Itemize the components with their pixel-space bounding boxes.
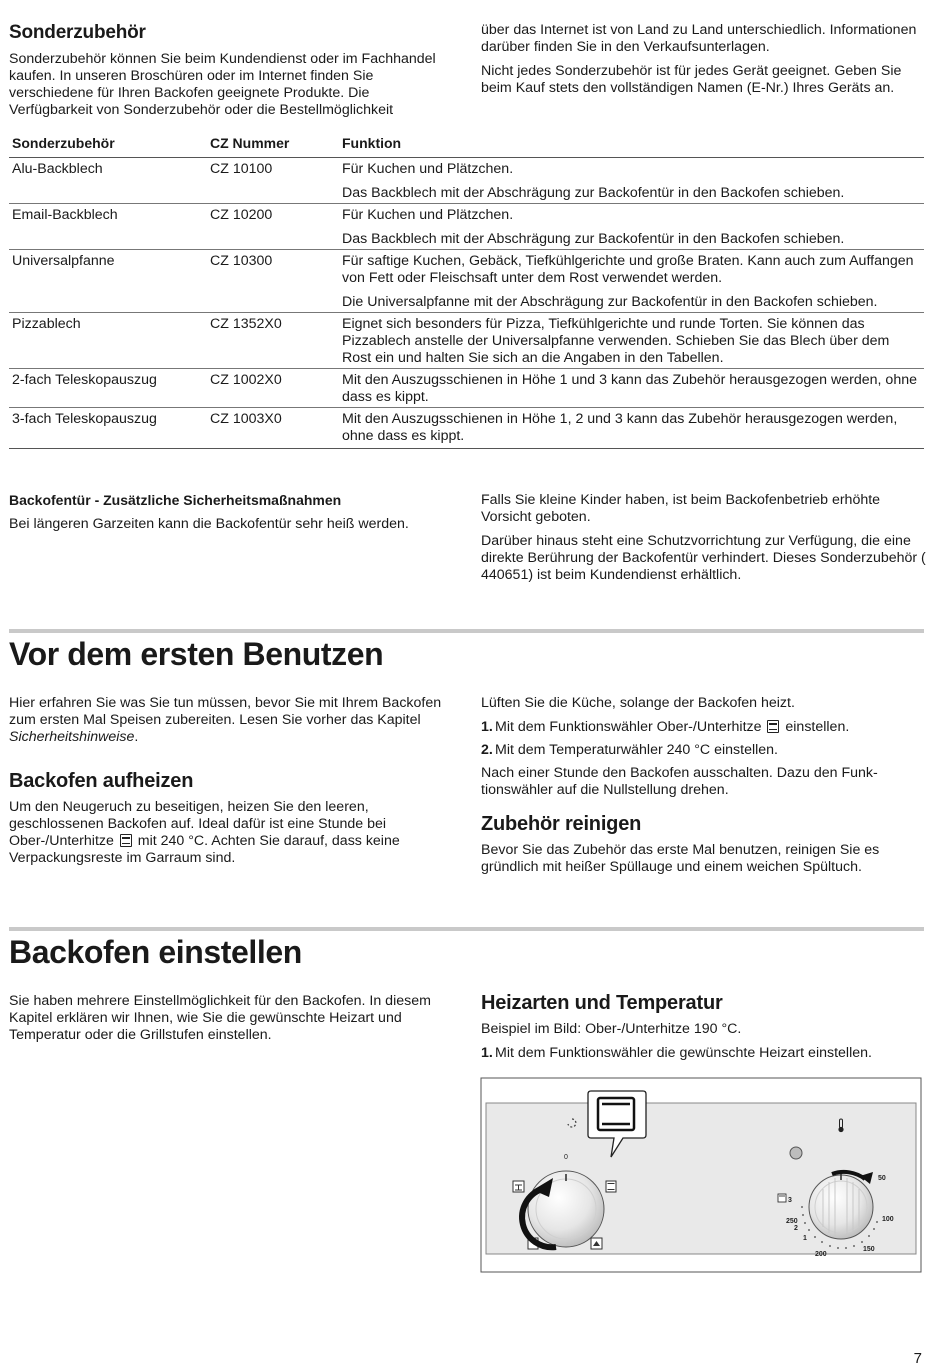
step-text: Mit dem Funktionswähler Ober-/Unterhitze einstellen.	[495, 719, 850, 735]
table-row	[9, 288, 924, 313]
table-cell-cz: CZ 1003X0	[207, 408, 339, 449]
table-cell-function: Für Kuchen und Plätzchen.	[339, 204, 924, 226]
zero-label: 0	[564, 1154, 568, 1161]
table-row	[9, 225, 924, 250]
grill-icon	[513, 1181, 524, 1192]
section-heading-sonderzubehoer: Sonderzubehör	[9, 22, 146, 43]
table-cell-cz: CZ 1352X0	[207, 313, 339, 369]
step-text: Mit dem Funktionswähler die gewünschte Heizart einstellen.	[495, 1045, 872, 1061]
function-selector-knob[interactable]	[528, 1171, 604, 1247]
chapter-title-vor-dem-ersten-benutzen: Vor dem ersten Benutzen	[9, 636, 384, 672]
backofentuer-right-text-1: Falls Sie kleine Kinder haben, ist beim Backofenbetrieb erhöhte Vorsicht geboten.	[481, 492, 881, 525]
backofentuer-right-text-2: Darüber hinaus steht eine Schutzvorrichtung zur Verfügung, die eine direkte Berührung der Backofentür verhindert. Dieses Sonderzubehör ( 440651) ist beim Kundendienst erhältlich.	[481, 533, 926, 583]
backofen-aufheizen-heading: Backofen aufheizen	[9, 770, 194, 792]
table-cell-function: Für saftige Kuchen, Gebäck, Tiefkühlgerichte und große Braten. Kann auch zum Auffangen von Fett oder Fleischsaft unter dem Rost verwendet werden.	[339, 250, 924, 289]
table-cell-cz: CZ 10300	[207, 250, 339, 289]
table-header: CZ Nummer	[207, 132, 339, 158]
grill-icon	[778, 1194, 786, 1202]
step-1	[481, 719, 926, 736]
temperature-label: 150	[863, 1246, 875, 1253]
backofen-aufheizen-text: Um den Neugeruch zu beseitigen, heizen Sie den leeren, geschlossenen Backofen auf. Ideal dafür ist eine Stunde bei Ober-/Unterhitze mit 240 °C. Achten Sie darauf, dass keine Verpackungsreste im Garraum sind.	[9, 799, 400, 866]
table-row	[9, 408, 924, 449]
zubehoer-reinigen-text: Bevor Sie das Zubehör das erste Mal benutzen, reinigen Sie es gründlich mit heißer Spüllauge und einem weichen Spültuch.	[481, 842, 880, 875]
indicator-lamp-icon	[790, 1147, 802, 1159]
table-row	[9, 313, 924, 369]
control-panel-illustration	[480, 1077, 922, 1273]
sicherheitshinweise-reference: Sicherheitshinweise	[9, 729, 135, 745]
table-cell-function: Eignet sich besonders für Pizza, Tiefkühlgerichte und runde Torten. Sie können das Pizzablech anstelle der Universalpfanne verwenden. Schieben Sie das Blech über dem Rost ein und halten Sie sich an die Angaben in den Tabellen.	[339, 313, 924, 369]
grill-level-label: 3	[788, 1197, 792, 1204]
table-cell-name: Email-Backblech	[9, 204, 207, 226]
section-divider	[9, 927, 924, 931]
top-bottom-heat-icon	[606, 1181, 616, 1192]
grill-level-label: 1	[803, 1235, 807, 1242]
table-cell-function: Mit den Auszugsschienen in Höhe 1 und 3 kann das Zubehör herausgezogen werden, ohne dass es kippt.	[339, 369, 924, 408]
vor-dem-ersten-intro: Hier erfahren Sie was Sie tun müssen, bevor Sie mit Ihrem Backofen zum ersten Mal Speisen zubereiten. Lesen Sie vorher das Kapitel Sicherheitshinweise.	[9, 695, 442, 745]
table-row	[9, 250, 924, 289]
lueften-text: Lüften Sie die Küche, solange der Backofen heizt.	[481, 695, 795, 711]
chapter-title-backofen-einstellen: Backofen einstellen	[9, 934, 302, 970]
table-cell-name: Universalpfanne	[9, 250, 207, 289]
backofentuer-heading: Backofentür - Zusätzliche Sicherheitsmaßnahmen	[9, 492, 342, 508]
table-row	[9, 204, 924, 226]
step-number: 1.	[481, 719, 493, 735]
page-number: 7	[913, 1350, 922, 1367]
table-row	[9, 158, 924, 180]
table-cell-name: 2-fach Teleskopauszug	[9, 369, 207, 408]
step-2	[481, 742, 926, 759]
table-cell-function: Die Universalpfanne mit der Abschrägung zur Backofentür in den Backofen schieben.	[342, 294, 878, 310]
nach-einer-stunde-text: Nach einer Stunde den Backofen ausschalten. Dazu den Funktionswähler auf die Nullstellung drehen.	[481, 765, 878, 798]
sonderzubehoer-intro-right-1: über das Internet ist von Land zu Land unterschiedlich. Informationen darüber finden Sie in den Verkaufsunterlagen.	[481, 22, 917, 55]
temperature-label: 50	[878, 1175, 886, 1182]
top-bottom-heat-icon	[120, 834, 132, 847]
bottom-heat-icon	[591, 1238, 602, 1249]
grill-level-label: 2	[794, 1225, 798, 1232]
step-number: 2.	[481, 742, 493, 758]
sonderzubehoer-intro-left: Sonderzubehör können Sie beim Kundendienst oder im Fachhandel kaufen. In unseren Broschüren oder im Internet finden Sie verschiedene für Ihren Backofen geeignete Produkte. Die Verfügbarkeit von Sonderzubehör oder die Bestellmöglichkeit	[9, 51, 436, 118]
table-cell-cz: CZ 10100	[210, 161, 273, 177]
section-divider	[9, 629, 924, 633]
heizarten-beispiel: Beispiel im Bild: Ober-/Unterhitze 190 °C.	[481, 1021, 742, 1037]
heizarten-heading: Heizarten und Temperatur	[481, 992, 723, 1014]
top-bottom-heat-icon	[767, 720, 779, 733]
table-cell-cz: CZ 1002X0	[207, 369, 339, 408]
temperature-label: 200	[815, 1251, 827, 1258]
temperature-label: 100	[882, 1216, 894, 1223]
backofentuer-left-text: Bei längeren Garzeiten kann die Backofentür sehr heiß werden.	[9, 516, 409, 532]
table-cell-name: Alu-Backblech	[12, 161, 103, 177]
step-1	[481, 1045, 926, 1062]
table-cell-function: Das Backblech mit der Abschrägung zur Backofentür in den Backofen schieben.	[342, 231, 845, 247]
table-header: Funktion	[339, 132, 924, 158]
step-text: Mit dem Temperaturwähler 240 °C einstellen.	[495, 742, 778, 758]
accessories-table	[9, 132, 924, 449]
table-cell-cz: CZ 10200	[207, 204, 339, 226]
table-header: Sonderzubehör	[9, 132, 207, 158]
table-cell-function: Das Backblech mit der Abschrägung zur Backofentür in den Backofen schieben.	[342, 185, 845, 201]
temperature-label: 250	[786, 1218, 798, 1225]
table-cell-name: 3-fach Teleskopauszug	[9, 408, 207, 449]
table-row	[9, 369, 924, 408]
backofen-einstellen-intro: Sie haben mehrere Einstellmöglichkeit für den Backofen. In diesem Kapitel erklären wir Ihnen, wie Sie die gewünschte Heizart und Temperatur oder die Grillstufen einstellen.	[9, 993, 431, 1043]
sonderzubehoer-intro-right-2: Nicht jedes Sonderzubehör ist für jedes Gerät geeignet. Geben Sie beim Kauf stets den vollständigen Namen (E-Nr.) Ihres Geräts an.	[481, 63, 902, 96]
table-cell-name: Pizzablech	[9, 313, 207, 369]
table-cell-function: Für Kuchen und Plätzchen.	[342, 161, 514, 177]
table-row	[9, 179, 924, 204]
table-cell-function: Mit den Auszugsschienen in Höhe 1, 2 und 3 kann das Zubehör herausgezogen werden, ohne dass es kippt.	[339, 408, 924, 449]
step-number: 1.	[481, 1045, 493, 1061]
zubehoer-reinigen-heading: Zubehör reinigen	[481, 813, 642, 835]
